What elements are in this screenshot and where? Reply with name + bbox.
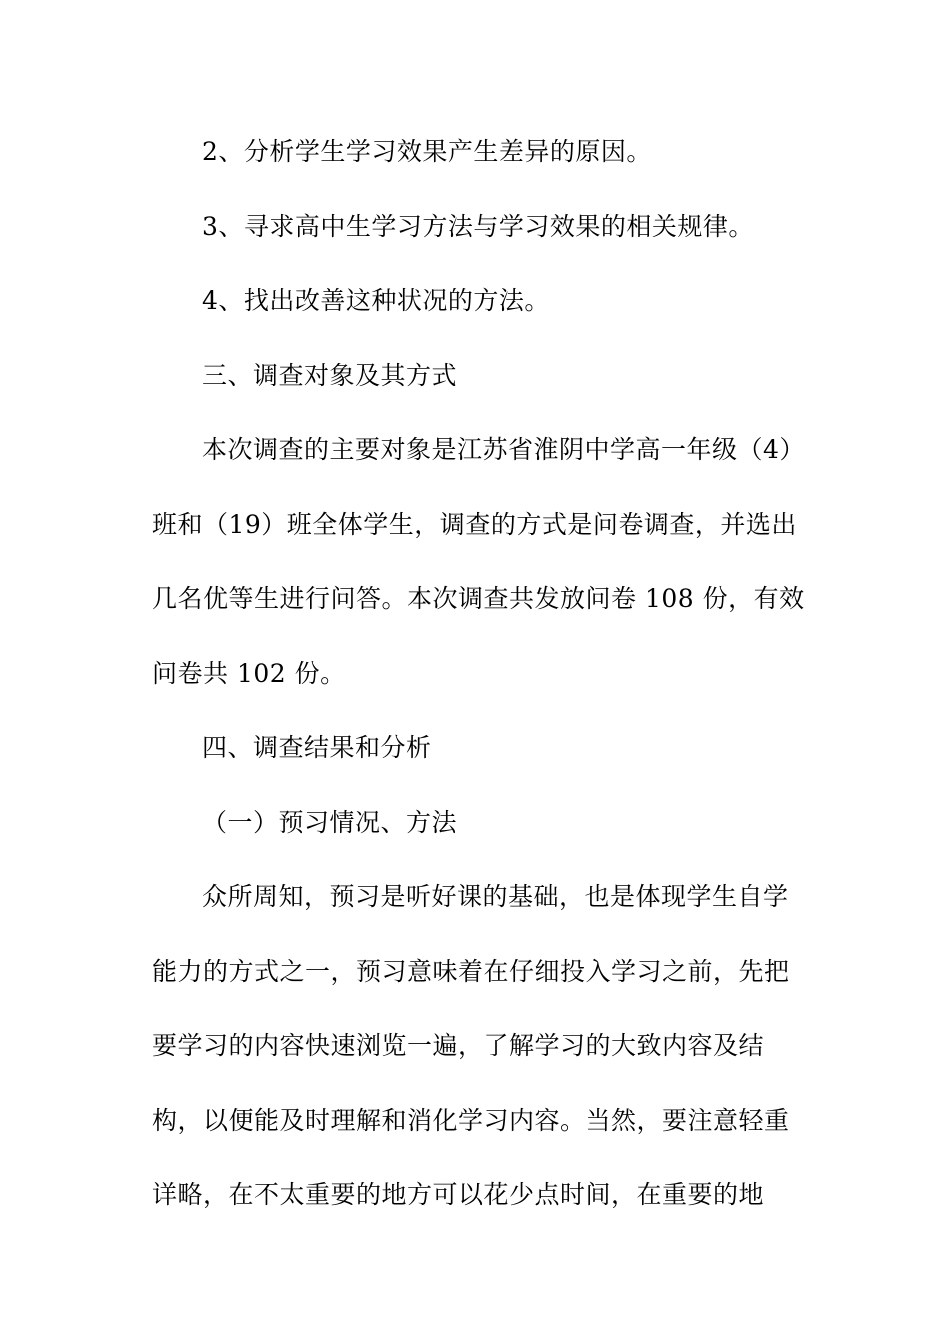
paragraph-line: 问卷共 102 份。	[152, 659, 346, 688]
section-heading-3: 三、调查对象及其方式	[202, 361, 458, 390]
section-heading-4: 四、调查结果和分析	[202, 733, 432, 762]
paragraph-line: 详略，在不太重要的地方可以花少点时间，在重要的地	[152, 1180, 765, 1209]
objective-item-4: 4、找出改善这种状况的方法。	[202, 286, 550, 315]
paragraph-line: 几名优等生进行问答。本次调查共发放问卷 108 份，有效	[152, 584, 805, 613]
paragraph-line: 众所周知，预习是听好课的基础，也是体现学生自学	[202, 882, 789, 911]
objective-item-3: 3、寻求高中生学习方法与学习效果的相关规律。	[202, 212, 754, 241]
paragraph-line: 构，以便能及时理解和消化学习内容。当然，要注意轻重	[152, 1106, 790, 1135]
paragraph-line: 要学习的内容快速浏览一遍，了解学习的大致内容及结	[152, 1031, 765, 1060]
objective-item-2: 2、分析学生学习效果产生差异的原因。	[202, 137, 652, 166]
paragraph-line: 本次调查的主要对象是江苏省淮阴中学高一年级（4）	[202, 435, 805, 464]
paragraph-line: 能力的方式之一，预习意味着在仔细投入学习之前，先把	[152, 957, 790, 986]
paragraph-line: 班和（19）班全体学生，调查的方式是问卷调查，并选出	[152, 510, 797, 539]
subsection-heading-1: （一）预习情况、方法	[202, 808, 458, 837]
